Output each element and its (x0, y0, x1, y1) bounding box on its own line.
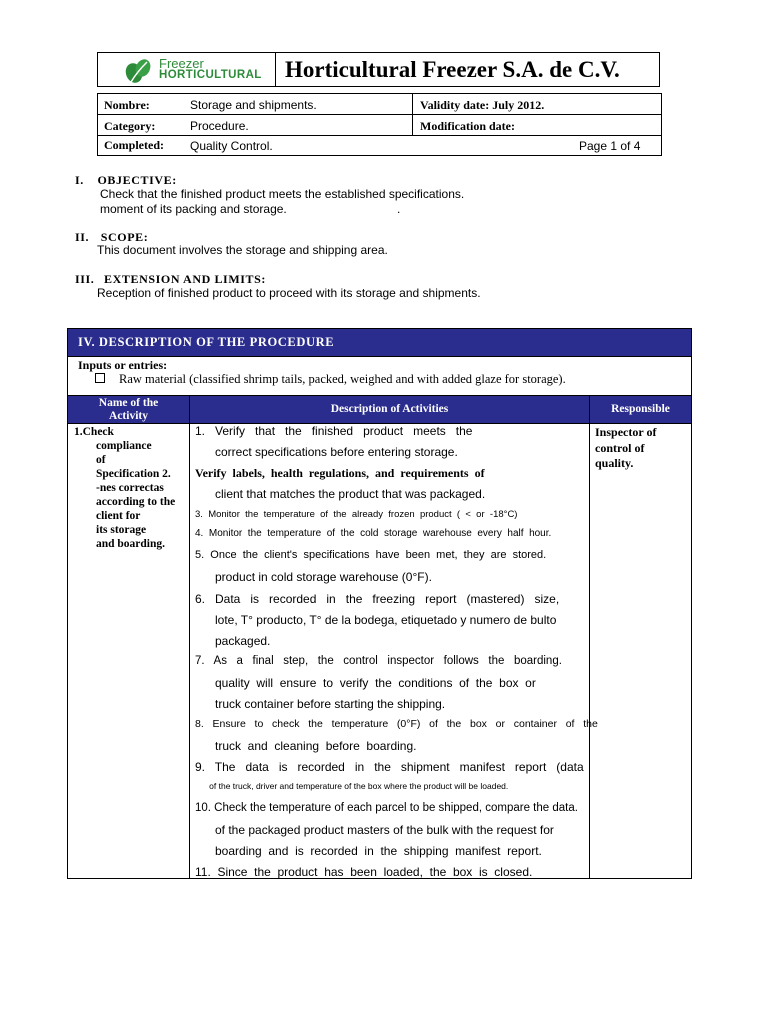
description-line: 11. Since the product has been loaded, the box is closed. (195, 865, 533, 879)
leaf-logo-icon (125, 58, 153, 84)
validity-date: Validity date: July 2012. (420, 98, 545, 112)
description-line: 8. Ensure to check the temperature (0°F) of the box or container of the (195, 718, 598, 730)
meta-divider (412, 115, 413, 135)
description-line: packaged. (195, 634, 271, 648)
activity-description (195, 424, 625, 878)
description-line: 1. Verify that the finished product meets the (195, 424, 473, 438)
column-divider (189, 396, 190, 878)
category-key: Category: (104, 119, 156, 133)
name-value: Storage and shipments. (190, 98, 317, 112)
extension-heading (75, 272, 266, 287)
logo (98, 53, 276, 86)
description-line: 6. Data is recorded in the freezing report (mastered) size, (195, 592, 560, 606)
responsible-line: control of (595, 440, 645, 455)
description-line: correct specifications before entering storage. (195, 445, 458, 459)
responsible-line: Inspector of (595, 425, 657, 439)
description-line: 3. Monitor the temperature of the already frozen product ( < or -18°C) (195, 509, 518, 520)
description-line: truck and cleaning before boarding. (195, 739, 417, 753)
objective-number: I. (75, 173, 84, 187)
responsible-line: quality. (595, 456, 634, 470)
activity-name-line: of (96, 454, 106, 466)
activity-name-line: client for (96, 510, 141, 522)
completed-key: Completed: (104, 138, 164, 152)
objective-heading (75, 173, 177, 188)
meta-row-name (98, 94, 661, 115)
activity-name-line: according to the (96, 496, 176, 508)
document-meta-table (97, 93, 662, 156)
objective-title: OBJECTIVE: (97, 173, 177, 187)
objective-line-2: moment of its packing and storage. (100, 202, 287, 216)
column-headers (68, 396, 691, 424)
description-line: of the truck, driver and temperature of the box where the product will be loaded. (195, 781, 509, 791)
bullet-box-icon (95, 373, 105, 383)
description-line: boarding and is recorded in the shipping manifest report. (195, 844, 542, 858)
extension-number: III. (75, 272, 95, 286)
objective-line-1: Check that the finished product meets the established specifications. (100, 187, 465, 201)
activity-name-line: 1.Check (74, 426, 114, 438)
meta-row-completed (98, 136, 661, 157)
inputs-area (68, 356, 691, 396)
procedure-header: IV. DESCRIPTION OF THE PROCEDURE (68, 329, 691, 356)
col-header-activity-line1: Name of the (98, 397, 159, 409)
description-line: client that matches the product that was packaged. (195, 487, 486, 501)
logo-text-bottom: HORTICULTURAL (159, 69, 262, 81)
company-title: Horticultural Freezer S.A. de C.V. (285, 57, 620, 82)
modification-date: Modification date: (420, 119, 515, 133)
activity-name (74, 425, 175, 551)
procedure-table (67, 328, 692, 879)
description-line: quality will ensure to verify the conditions of the box or (195, 676, 536, 690)
description-line: 10. Check the temperature of each parcel to be shipped, compare the data. (195, 802, 578, 814)
description-line: product in cold storage warehouse (0°F). (195, 570, 432, 584)
description-line: 4. Monitor the temperature of the cold storage warehouse every half hour. (195, 528, 552, 539)
inputs-item: Raw material (classified shrimp tails, packed, weighed and with added glaze for storage). (119, 372, 566, 386)
completed-value: Quality Control. (190, 139, 273, 153)
description-line: 9. The data is recorded in the shipment manifest report (data (195, 760, 584, 774)
activity-name-line: its storage (96, 524, 147, 536)
inputs-label: Inputs or entries: (78, 358, 168, 372)
col-header-activity (68, 396, 189, 424)
page-number: Page 1 of 4 (579, 139, 641, 153)
scope-title: SCOPE: (100, 230, 149, 244)
scope-number: II. (75, 230, 90, 244)
activity-name-line: compliance (96, 440, 152, 452)
description-line: truck container before starting the shipping. (195, 697, 446, 711)
objective-dot: . (397, 202, 401, 216)
name-key: Nombre: (104, 98, 150, 112)
meta-row-category (98, 115, 661, 136)
col-header-activity-line2: Activity (109, 410, 148, 422)
document-header (97, 52, 660, 87)
description-line: 7. As a final step, the control inspector follows the boarding. (195, 655, 562, 667)
activity-name-line: and boarding. (96, 538, 166, 550)
col-header-responsible: Responsible (590, 396, 691, 424)
category-value: Procedure. (190, 119, 249, 133)
activity-name-line: -nes correctas (96, 482, 164, 494)
description-line: lote, T° producto, T° de la bodega, etiquetado y numero de bulto (195, 613, 557, 627)
meta-divider (412, 94, 413, 114)
extension-line: Reception of finished product to proceed with its storage and shipments. (97, 286, 481, 300)
logo-text-top: Freezer (159, 56, 204, 71)
description-line: of the packaged product masters of the bulk with the request for (195, 823, 554, 837)
activity-name-line: Specification 2. (96, 468, 171, 480)
scope-line: This document involves the storage and shipping area. (97, 243, 388, 257)
col-header-description: Description of Activities (190, 396, 589, 424)
description-line: 5. Once the client's specifications have been met, they are stored. (195, 549, 547, 561)
description-line: Verify labels, health regulations, and requirements of (195, 466, 485, 480)
extension-title: EXTENSION AND LIMITS: (104, 272, 266, 286)
